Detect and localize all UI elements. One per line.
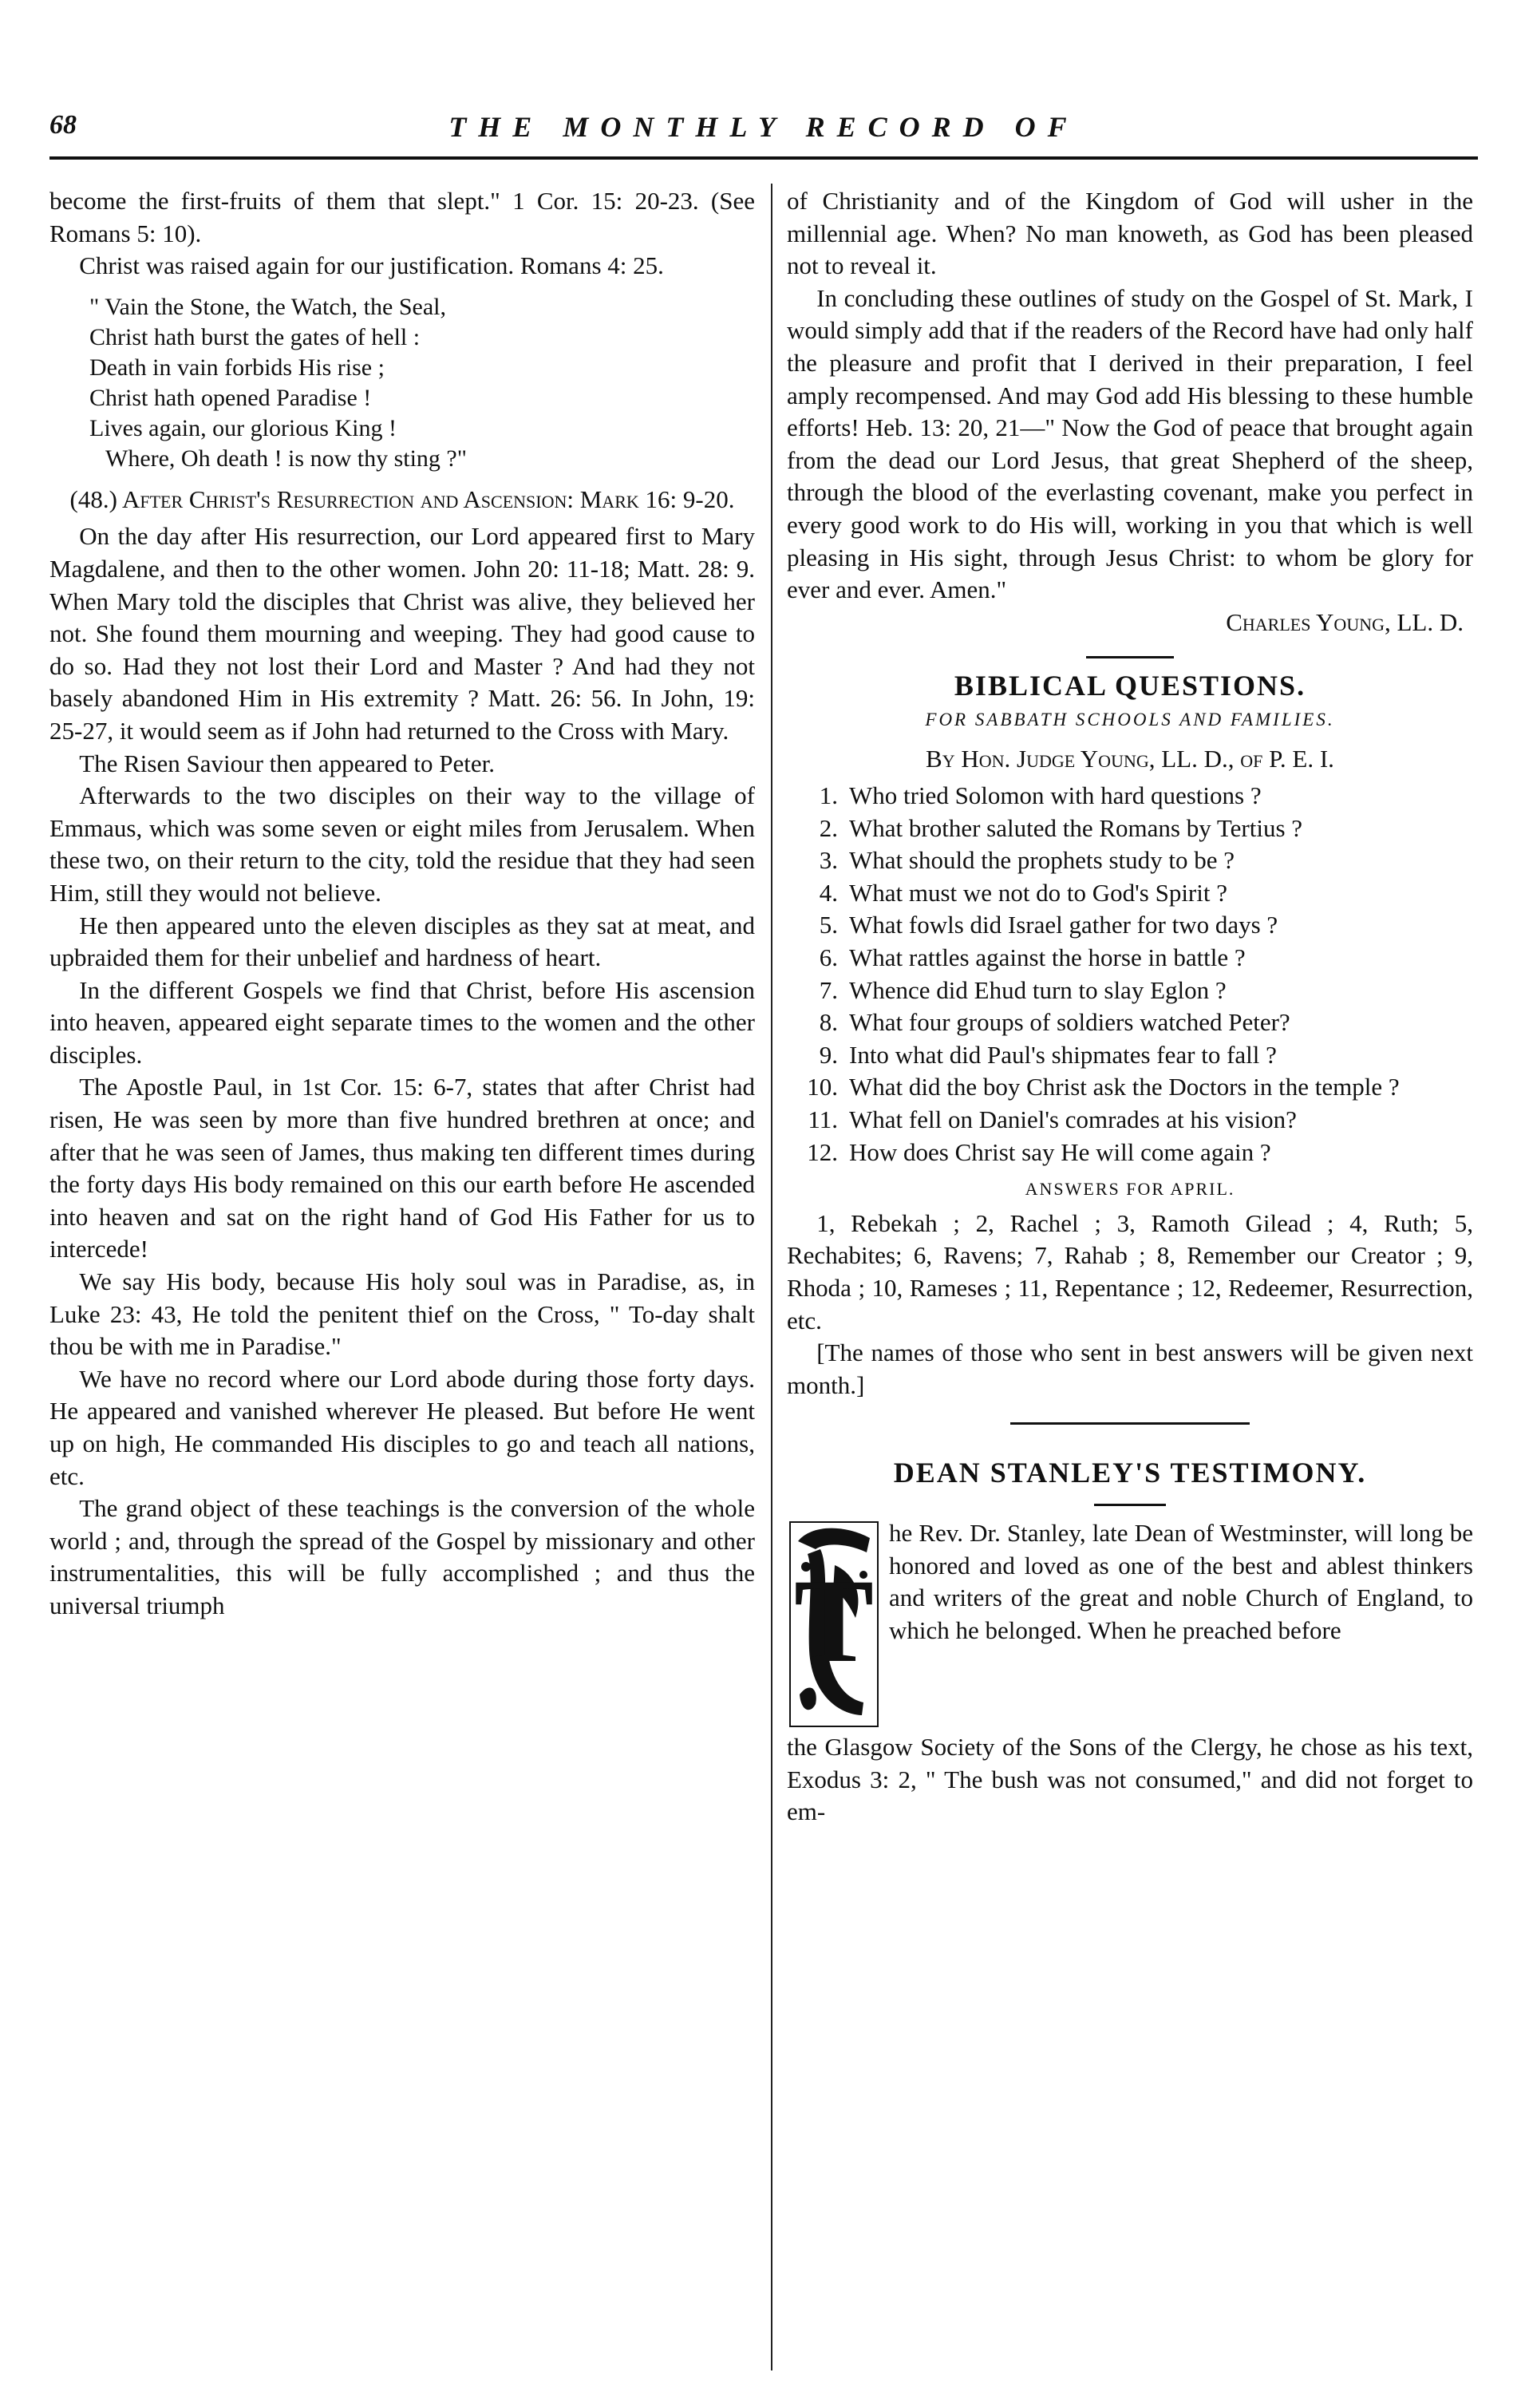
question-text: Who tried Solomon with hard questions ? — [849, 781, 1262, 810]
paragraph: The Risen Saviour then appeared to Peter. — [79, 749, 496, 777]
paragraph: become the first-fruits of them that slept." 1 Cor. 15: 20-23. (See Romans 5: 10). — [49, 187, 755, 247]
poem-line: Where, Oh death ! is now thy sting ?" — [105, 445, 467, 472]
question-number: 2. — [819, 813, 838, 842]
question-number: 9. — [819, 1040, 838, 1069]
section-heading — [49, 484, 755, 516]
paragraph: The grand object of these teachings is the conversion of the whole world ; and, through the spread of the Gospel by missionary and other instrumentalities, this will be fully accomplished ; and thus the universal triumph — [49, 1494, 755, 1619]
poem-line: Death in vain forbids His rise ; — [89, 354, 385, 381]
questions-title: BIBLICAL QUESTIONS. — [954, 670, 1306, 702]
question-number: 7. — [819, 975, 838, 1004]
answers-text: 1, Rebekah ; 2, Rachel ; 3, Ramoth Gilead ; 4, Ruth; 5, Rechabites; 6, Ravens; 7, Rahab ; 8, Remember our Creator ; 9, Rhoda ; 10, Rameses ; 11, Repentance ; 12, Redeemer, Resurrection, etc. — [787, 1208, 1473, 1334]
question-item — [787, 909, 1473, 942]
question-text: What rattles against the horse in battle ? — [849, 943, 1246, 972]
paragraph: Afterwards to the two disciples on their way to the village of Emmaus, which was some seven or eight miles from Jerusalem. When these two, on their return to the city, told the residue that they had seen Him, still they would not believe. — [49, 781, 755, 907]
paragraph: We have no record where our Lord abode during those forty days. He appeared and vanished wherever He pleased. But before He went up on high, He commanded His disciples to go and teach all nations, etc. — [49, 1364, 755, 1490]
question-item — [787, 975, 1473, 1007]
poem-line: Lives again, our glorious King ! — [89, 414, 397, 441]
question-text: Whence did Ehud turn to slay Eglon ? — [849, 975, 1227, 1004]
question-text: What fell on Daniel's comrades at his vision? — [849, 1105, 1297, 1134]
question-text: What should the prophets study to be ? — [849, 846, 1235, 875]
question-text: What must we not do to God's Spirit ? — [849, 878, 1227, 907]
question-text: What brother saluted the Romans by Tertius ? — [849, 813, 1303, 842]
question-item — [787, 942, 1473, 975]
running-head: THE MONTHLY RECORD OF — [448, 111, 1079, 143]
poem-line: " Vain the Stone, the Watch, the Seal, — [89, 293, 446, 320]
article-title: DEAN STANLEY'S TESTIMONY. — [893, 1457, 1367, 1489]
question-item — [787, 1071, 1473, 1104]
dropcap-letter: T — [793, 1554, 875, 1687]
paragraph: In concluding these outlines of study on the Gospel of St. Mark, I would simply add that if the readers of the Record have had only half the pleasure and profit that I derived in their preparation, I feel amply recompensed. And may God add His blessing to these humble efforts! Heb. 13: 20, 21—" Now the God of peace that brought again from the dead our Lord Jesus, that great Shepherd of the sheep, through the blood of the everlasting covenant, make you perfect in every good work to do His will, working in you that which is well pleasing in His sight, through Jesus Christ: to whom be glory for ever and ever. Amen." — [787, 283, 1473, 604]
question-item — [787, 780, 1473, 813]
column-divider — [771, 184, 772, 2370]
question-item — [787, 877, 1473, 910]
paragraph: The Apostle Paul, in 1st Cor. 15: 6-7, states that after Christ had risen, He was seen by more than five hundred brethren at once; and after that he was seen of James, thus making ten different times during the forty days His body remained on this our earth before He ascended into heaven and sat on the right hand of God His Father for us to intercede! — [49, 1073, 755, 1263]
signature: Charles Young, LL. D. — [1226, 607, 1464, 636]
header-rule — [49, 156, 1478, 160]
question-text: Into what did Paul's shipmates fear to fall ? — [849, 1040, 1277, 1069]
paragraph: the Glasgow Society of the Sons of the Clergy, he chose as his text, Exodus 3: 2, " The bush was not consumed," and did not forget to em- — [787, 1732, 1473, 1826]
paragraph: of Christianity and of the Kingdom of God will usher in the millennial age. When? No man knoweth, as God has been pleased not to reveal it. — [787, 187, 1473, 280]
section-heading-text: After Christ's Resurrection and Ascension: Mark 16: 9-20. — [122, 484, 735, 513]
question-number: 4. — [819, 878, 838, 907]
question-item — [787, 1137, 1473, 1169]
dropcap-ornament — [787, 1517, 881, 1731]
paragraph: He then appeared unto the eleven disciples as they sat at meat, and upbraided them for their unbelief and hardness of heart. — [49, 911, 755, 972]
left-column — [49, 185, 755, 1623]
question-item — [787, 1006, 1473, 1039]
title-underline — [1094, 1504, 1166, 1506]
question-text: What four groups of soldiers watched Peter? — [849, 1008, 1290, 1037]
questions-subtitle: FOR SABBATH SCHOOLS AND FAMILIES. — [925, 709, 1335, 730]
questions-byline: By Hon. Judge Young, LL. D., of P. E. I. — [926, 744, 1334, 773]
questions-list — [787, 780, 1473, 1168]
section-divider — [1086, 656, 1174, 658]
question-item — [787, 1104, 1473, 1137]
paragraph: Christ was raised again for our justification. Romans 4: 25. — [79, 251, 664, 280]
answers-heading: ANSWERS FOR APRIL. — [1025, 1179, 1235, 1200]
page-header — [49, 110, 1478, 158]
hymn-quote — [89, 292, 755, 474]
article-first-paragraph — [889, 1517, 1473, 1731]
question-item — [787, 844, 1473, 877]
question-number: 5. — [819, 911, 838, 939]
question-text: How does Christ say He will come again ? — [849, 1137, 1271, 1166]
ornate-dropcap-t — [787, 1517, 881, 1731]
paragraph: We say His body, because His holy soul was in Paradise, as, in Luke 23: 43, He told the penitent thief on the Cross, " To-day shalt thou be with me in Paradise." — [49, 1267, 755, 1361]
question-number: 8. — [819, 1008, 838, 1037]
question-number: 3. — [819, 846, 838, 875]
page-number: 68 — [49, 110, 77, 140]
poem-line: Christ hath burst the gates of hell : — [89, 323, 421, 350]
question-number: 6. — [819, 943, 838, 972]
article-opening — [787, 1517, 1473, 1731]
question-item — [787, 1039, 1473, 1072]
question-number: 12. — [807, 1137, 838, 1166]
section-number: (48.) — [69, 484, 117, 513]
question-text: What did the boy Christ ask the Doctors in the temple ? — [849, 1073, 1400, 1101]
question-item — [787, 813, 1473, 845]
paragraph: In the different Gospels we find that Christ, before His ascension into heaven, appeared eight separate times to the women and the other disciples. — [49, 975, 755, 1069]
section-divider — [1010, 1422, 1250, 1425]
question-text: What fowls did Israel gather for two days ? — [849, 911, 1278, 939]
right-column — [787, 185, 1473, 1829]
poem-line: Christ hath opened Paradise ! — [89, 384, 372, 411]
paragraph: he Rev. Dr. Stanley, late Dean of Westminster, will long be honored and loved as one of the best and ablest thinkers and writers of the great and noble Church of England, to which he belonged. When he preached before — [889, 1518, 1473, 1644]
answers-note: [The names of those who sent in best answers will be given next month.] — [787, 1338, 1473, 1399]
question-number: 1. — [819, 781, 838, 810]
question-number: 10. — [807, 1073, 838, 1101]
paragraph: On the day after His resurrection, our Lord appeared first to Mary Magdalene, and then to the other women. John 20: 11-18; Matt. 28: 9. When Mary told the disciples that Christ was alive, they believed her not. She found them mourning and weeping. They had good cause to do so. Had they not lost their Lord and Master ? And had they not basely abandoned Him in His extremity ? Matt. 26: 56. In John, 19: 25-27, it would seem as if John had returned to the Cross with Mary. — [49, 522, 755, 745]
question-number: 11. — [808, 1105, 838, 1134]
